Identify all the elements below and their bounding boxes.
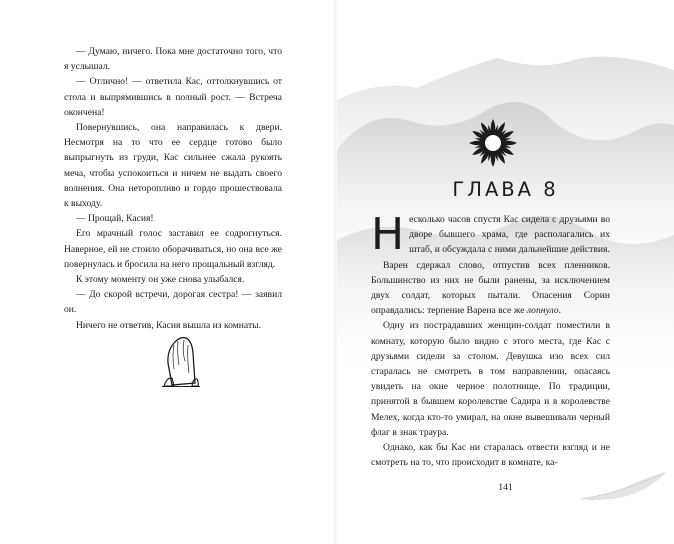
paragraph-text: Варен сдержал слово, отпустив всех пленников. Большинство из них не были ранены, за исключением двух солдат, которых пытали. Опасения Сорин оправдались: терпение Варена все же	[371, 259, 610, 317]
sun-ornament-icon	[468, 118, 518, 168]
paragraph: Его мрачный голос заставил ее содрогнуться. Наверное, ей не стоило оборачиваться, но она все же повернулась и бросила на него прощальный взгляд.	[64, 228, 282, 270]
paragraph: — До скорой встречи, дорогая сестра! — заявил он.	[64, 289, 282, 316]
right-page-text	[371, 209, 610, 470]
paragraph: Однако, как бы Кас ни старалась отвести взгляд и не смотреть на то, что происходит в комнате, ка-	[371, 442, 610, 469]
paragraph: — Прощай, Касия!	[76, 213, 154, 225]
right-page	[337, 0, 674, 544]
paragraph: есколько часов спустя Кас сидела с друзьями во дворе бывшего храма, где располагались их штаб, и обсуждала с ними дальнейшие действия.	[409, 214, 610, 256]
chapter-title: ГЛАВА 8	[452, 178, 559, 201]
feather-icon	[578, 468, 668, 508]
paragraph	[371, 258, 610, 319]
page-number: 141	[498, 483, 513, 493]
paragraph-text: .	[558, 305, 562, 317]
chapter-opening-paragraph	[371, 209, 610, 260]
paragraph: Одну из пострадавших женщин-солдат поместили в комнату, которую было видно с этого места, где Кас с друзьями сидели за столом. Девушка изо всех сил старалась не смотреть в том направлении, опасаясь увидеть на окне черное полотнище. По традиции, принятой в бывшем королевстве Садира и в королевстве Мелех, когда кто-то умирал, на окне вывешивали черный флаг в знак траура.	[371, 320, 610, 438]
drop-cap: Н	[371, 209, 405, 260]
paragraph: К этому моменту он уже снова улыбался.	[76, 274, 245, 286]
paragraph: — Отлично! — ответила Кас, оттолкнувшись от стола и выпрямившись в полный рост. — Встреча окончена!	[64, 76, 282, 118]
paragraph: Повернувшись, она направилась к двери. Несмотря на то что ее сердце готово было выпрыгнуть из груди, Кас сильнее сжала рукоять меча, чтобы успокоиться и ничем не выдать своего волнения. Она неторопливо и гордо прошествовала к выходу.	[64, 122, 282, 210]
left-page-text	[64, 44, 282, 333]
paragraph: — Думаю, ничего. Пока мне достаточно того, что я услышал.	[64, 46, 282, 73]
standing-stone-icon	[162, 333, 200, 388]
paragraph: Ничего не ответив, Касия вышла из комнаты.	[76, 319, 261, 331]
emphasis-text: лопнуло	[526, 305, 559, 317]
